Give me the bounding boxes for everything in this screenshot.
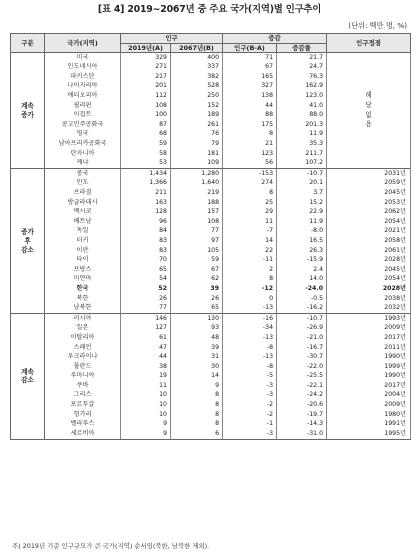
country-cell: 필리핀 <box>45 101 121 111</box>
table-title: [표 4] 2019~2067년 중 주요 국가(지역)별 인구추이 <box>97 4 322 15</box>
pop-2019-cell: 10 <box>121 391 171 401</box>
pop-2019-cell: 44 <box>121 352 171 362</box>
pop-2067-cell: 1,280 <box>171 169 223 179</box>
change-rate-cell: -26.9 <box>277 324 327 334</box>
table-row <box>11 53 411 63</box>
peak-year-cell: 2021년 <box>327 227 411 237</box>
table-row <box>11 391 411 401</box>
pop-2019-cell: 1,366 <box>121 179 171 189</box>
pop-2019-cell: 58 <box>121 149 171 159</box>
change-rate-cell: 162.9 <box>277 82 327 92</box>
pop-2019-cell: 26 <box>121 294 171 304</box>
change-abs-cell: 14 <box>223 236 277 246</box>
table-row <box>11 255 411 265</box>
change-abs-cell: 2 <box>223 265 277 275</box>
peak-year-cell: 2054년 <box>327 217 411 227</box>
pop-2019-cell: 128 <box>121 208 171 218</box>
change-rate-cell: 41.0 <box>277 101 327 111</box>
change-abs-cell: 138 <box>223 91 277 101</box>
pop-2019-cell: 146 <box>121 314 171 324</box>
change-abs-cell: -13 <box>223 333 277 343</box>
table-row <box>11 284 411 294</box>
change-abs-cell: 44 <box>223 101 277 111</box>
change-rate-cell: 20.1 <box>277 179 327 189</box>
unit-label: (단위: 백만 명, %) <box>348 21 407 30</box>
change-abs-cell: 21 <box>223 139 277 149</box>
table-row <box>11 208 411 218</box>
table-row <box>11 294 411 304</box>
pop-2067-cell: 93 <box>171 324 223 334</box>
pop-2067-cell: 181 <box>171 149 223 159</box>
peak-year-cell: 2009년 <box>327 400 411 410</box>
pop-2019-cell: 108 <box>121 101 171 111</box>
header-group: 구분 <box>11 34 45 53</box>
pop-2067-cell: 8 <box>171 410 223 420</box>
pop-2067-cell: 26 <box>171 294 223 304</box>
change-rate-cell: -15.9 <box>277 255 327 265</box>
change-rate-cell: 14.0 <box>277 275 327 285</box>
pop-2067-cell: 105 <box>171 246 223 256</box>
peak-year-cell: 2054년 <box>327 275 411 285</box>
table-row <box>11 303 411 313</box>
header-country: 국가(지역) <box>45 34 121 53</box>
pop-2067-cell: 48 <box>171 333 223 343</box>
table-row <box>11 227 411 237</box>
pop-2067-cell: 8 <box>171 391 223 401</box>
change-rate-cell: 88.0 <box>277 111 327 121</box>
pop-2019-cell: 11 <box>121 381 171 391</box>
change-rate-cell: 123.0 <box>277 91 327 101</box>
change-rate-cell: 15.2 <box>277 198 327 208</box>
change-abs-cell: -13 <box>223 352 277 362</box>
peak-year-cell: 1993년 <box>327 314 411 324</box>
table-row <box>11 275 411 285</box>
country-cell: 루마니아 <box>45 372 121 382</box>
country-cell: 케냐 <box>45 159 121 169</box>
peak-year-cell: 1991년 <box>327 420 411 430</box>
change-rate-cell: 211.7 <box>277 149 327 159</box>
peak-year-note: 해 당 없 음 <box>327 53 411 169</box>
country-cell: 그리스 <box>45 391 121 401</box>
country-cell: 미얀마 <box>45 275 121 285</box>
change-rate-cell: 107.2 <box>277 159 327 169</box>
peak-year-cell: 1990년 <box>327 372 411 382</box>
change-rate-cell: 26.3 <box>277 246 327 256</box>
change-abs-cell: 29 <box>223 208 277 218</box>
change-rate-cell: 24.7 <box>277 63 327 73</box>
change-abs-cell: -12 <box>223 284 277 294</box>
pop-2019-cell: 100 <box>121 111 171 121</box>
peak-year-cell: 1980년 <box>327 410 411 420</box>
table-row <box>11 198 411 208</box>
change-abs-cell: 123 <box>223 149 277 159</box>
pop-2019-cell: 68 <box>121 130 171 140</box>
change-abs-cell: -11 <box>223 255 277 265</box>
change-rate-cell: -21.0 <box>277 333 327 343</box>
header-population: 인구 <box>121 34 223 44</box>
country-cell: 중국 <box>45 169 121 179</box>
peak-year-cell: 2038년 <box>327 294 411 304</box>
pop-2067-cell: 30 <box>171 362 223 372</box>
table-row <box>11 324 411 334</box>
country-cell: 남북한 <box>45 303 121 313</box>
change-rate-cell: 3.7 <box>277 188 327 198</box>
change-rate-cell: -20.6 <box>277 400 327 410</box>
change-rate-cell: 2.4 <box>277 265 327 275</box>
pop-2067-cell: 8 <box>171 420 223 430</box>
pop-2067-cell: 219 <box>171 188 223 198</box>
pop-2019-cell: 83 <box>121 246 171 256</box>
group-label: 계속 감소 <box>11 314 45 440</box>
pop-2019-cell: 53 <box>121 159 171 169</box>
pop-2067-cell: 65 <box>171 303 223 313</box>
peak-year-cell: 2058년 <box>327 236 411 246</box>
peak-year-cell: 2059년 <box>327 179 411 189</box>
pop-2019-cell: 271 <box>121 63 171 73</box>
pop-2067-cell: 261 <box>171 120 223 130</box>
change-abs-cell: -153 <box>223 169 277 179</box>
peak-year-cell: 1999년 <box>327 362 411 372</box>
pop-2067-cell: 152 <box>171 101 223 111</box>
change-abs-cell: -13 <box>223 303 277 313</box>
peak-year-cell: 2053년 <box>327 198 411 208</box>
pop-2067-cell: 250 <box>171 91 223 101</box>
pop-2067-cell: 39 <box>171 343 223 353</box>
pop-2019-cell: 96 <box>121 217 171 227</box>
change-rate-cell: 11.9 <box>277 130 327 140</box>
header-pop-2019: 2019년(A) <box>121 44 171 53</box>
country-cell: 콩고민주공화국 <box>45 120 121 130</box>
pop-2067-cell: 9 <box>171 381 223 391</box>
change-abs-cell: -2 <box>223 400 277 410</box>
change-abs-cell: -1 <box>223 420 277 430</box>
peak-year-cell: 1990년 <box>327 352 411 362</box>
table-row <box>11 188 411 198</box>
change-rate-cell: -30.7 <box>277 352 327 362</box>
country-cell: 인도 <box>45 179 121 189</box>
pop-2067-cell: 6 <box>171 429 223 439</box>
country-cell: 세르비아 <box>45 429 121 439</box>
change-abs-cell: -34 <box>223 324 277 334</box>
peak-year-cell: 2011년 <box>327 343 411 353</box>
change-rate-cell: 11.9 <box>277 217 327 227</box>
country-cell: 브라질 <box>45 188 121 198</box>
country-cell: 나이지리아 <box>45 82 121 92</box>
peak-year-cell: 2045년 <box>327 188 411 198</box>
country-cell: 포르투갈 <box>45 400 121 410</box>
pop-2019-cell: 329 <box>121 53 171 63</box>
country-cell: 멕시코 <box>45 208 121 218</box>
table-body <box>11 53 411 440</box>
header-change: 증감 <box>223 34 327 44</box>
peak-year-cell: 2062년 <box>327 208 411 218</box>
pop-2019-cell: 87 <box>121 120 171 130</box>
pop-2067-cell: 189 <box>171 111 223 121</box>
table-row <box>11 314 411 324</box>
change-rate-cell: 16.5 <box>277 236 327 246</box>
change-rate-cell: -14.3 <box>277 420 327 430</box>
pop-2019-cell: 84 <box>121 227 171 237</box>
change-abs-cell: 175 <box>223 120 277 130</box>
pop-2067-cell: 8 <box>171 400 223 410</box>
peak-year-cell: 2061년 <box>327 246 411 256</box>
table-row <box>11 362 411 372</box>
peak-year-cell: 2031년 <box>327 169 411 179</box>
pop-2019-cell: 1,434 <box>121 169 171 179</box>
change-rate-cell: -24.0 <box>277 284 327 294</box>
change-abs-cell: 22 <box>223 246 277 256</box>
country-cell: 타이 <box>45 255 121 265</box>
change-rate-cell: -24.2 <box>277 391 327 401</box>
pop-2019-cell: 59 <box>121 139 171 149</box>
country-cell: 남아프리카공화국 <box>45 139 121 149</box>
change-rate-cell: -10.7 <box>277 314 327 324</box>
pop-2067-cell: 109 <box>171 159 223 169</box>
change-abs-cell: 56 <box>223 159 277 169</box>
table-row <box>11 246 411 256</box>
change-abs-cell: 8 <box>223 275 277 285</box>
pop-2067-cell: 39 <box>171 284 223 294</box>
pop-2019-cell: 10 <box>121 410 171 420</box>
country-cell: 독일 <box>45 227 121 237</box>
pop-2067-cell: 14 <box>171 372 223 382</box>
change-abs-cell: 67 <box>223 63 277 73</box>
change-rate-cell: 35.3 <box>277 139 327 149</box>
pop-2067-cell: 59 <box>171 255 223 265</box>
pop-2019-cell: 47 <box>121 343 171 353</box>
country-cell: 베트남 <box>45 217 121 227</box>
country-cell: 이란 <box>45 246 121 256</box>
change-abs-cell: 0 <box>223 294 277 304</box>
pop-2019-cell: 38 <box>121 362 171 372</box>
table-row <box>11 179 411 189</box>
pop-2067-cell: 62 <box>171 275 223 285</box>
country-cell: 미국 <box>45 53 121 63</box>
change-abs-cell: 327 <box>223 82 277 92</box>
peak-year-cell: 2017년 <box>327 381 411 391</box>
pop-2019-cell: 211 <box>121 188 171 198</box>
change-abs-cell: 71 <box>223 53 277 63</box>
country-cell: 쿠바 <box>45 381 121 391</box>
country-cell: 북한 <box>45 294 121 304</box>
pop-2019-cell: 127 <box>121 324 171 334</box>
pop-2019-cell: 65 <box>121 265 171 275</box>
country-cell: 프랑스 <box>45 265 121 275</box>
pop-2067-cell: 337 <box>171 63 223 73</box>
peak-year-cell: 2009년 <box>327 324 411 334</box>
country-cell: 러시아 <box>45 314 121 324</box>
pop-2019-cell: 201 <box>121 82 171 92</box>
change-abs-cell: 8 <box>223 130 277 140</box>
table-row <box>11 352 411 362</box>
pop-2019-cell: 77 <box>121 303 171 313</box>
change-rate-cell: -25.5 <box>277 372 327 382</box>
change-abs-cell: 11 <box>223 217 277 227</box>
pop-2019-cell: 112 <box>121 91 171 101</box>
change-rate-cell: 21.7 <box>277 53 327 63</box>
change-abs-cell: -3 <box>223 429 277 439</box>
country-cell: 한국 <box>45 284 121 294</box>
change-abs-cell: -3 <box>223 381 277 391</box>
table-row <box>11 333 411 343</box>
pop-2067-cell: 108 <box>171 217 223 227</box>
country-cell: 이탈리아 <box>45 333 121 343</box>
change-abs-cell: -5 <box>223 372 277 382</box>
change-abs-cell: -2 <box>223 410 277 420</box>
pop-2019-cell: 9 <box>121 420 171 430</box>
country-cell: 영국 <box>45 130 121 140</box>
table-row <box>11 400 411 410</box>
header-change-abs: 인구(B-A) <box>223 44 277 53</box>
peak-year-cell: 2032년 <box>327 303 411 313</box>
change-rate-cell: -19.7 <box>277 410 327 420</box>
change-abs-cell: -8 <box>223 343 277 353</box>
header-pop-2067: 2067년(B) <box>171 44 223 53</box>
header-peak-year: 인구정점 <box>327 34 411 53</box>
country-cell: 인도네시아 <box>45 63 121 73</box>
change-rate-cell: -31.0 <box>277 429 327 439</box>
table-row <box>11 420 411 430</box>
change-rate-cell: -22.1 <box>277 381 327 391</box>
pop-2067-cell: 77 <box>171 227 223 237</box>
pop-2067-cell: 67 <box>171 265 223 275</box>
change-abs-cell: 88 <box>223 111 277 121</box>
country-cell: 터키 <box>45 236 121 246</box>
change-abs-cell: 8 <box>223 188 277 198</box>
pop-2067-cell: 76 <box>171 130 223 140</box>
change-abs-cell: -3 <box>223 391 277 401</box>
pop-2019-cell: 19 <box>121 372 171 382</box>
pop-2067-cell: 79 <box>171 139 223 149</box>
peak-year-cell: 2045년 <box>327 265 411 275</box>
country-cell: 탄자니아 <box>45 149 121 159</box>
change-rate-cell: 76.3 <box>277 72 327 82</box>
change-rate-cell: -16.7 <box>277 343 327 353</box>
pop-2019-cell: 9 <box>121 429 171 439</box>
peak-year-cell: 2004년 <box>327 391 411 401</box>
pop-2067-cell: 31 <box>171 352 223 362</box>
pop-2067-cell: 97 <box>171 236 223 246</box>
peak-year-cell: 1995년 <box>327 429 411 439</box>
change-rate-cell: -16.2 <box>277 303 327 313</box>
pop-2019-cell: 163 <box>121 198 171 208</box>
country-cell: 방글라데시 <box>45 198 121 208</box>
peak-year-cell: 2017년 <box>327 333 411 343</box>
country-cell: 이집트 <box>45 111 121 121</box>
change-abs-cell: 25 <box>223 198 277 208</box>
change-rate-cell: -8.0 <box>277 227 327 237</box>
change-rate-cell: -10.7 <box>277 169 327 179</box>
change-abs-cell: -7 <box>223 227 277 237</box>
pop-2067-cell: 130 <box>171 314 223 324</box>
pop-2067-cell: 188 <box>171 198 223 208</box>
table-row <box>11 265 411 275</box>
pop-2019-cell: 217 <box>121 72 171 82</box>
table-row <box>11 217 411 227</box>
country-cell: 벨라루스 <box>45 420 121 430</box>
pop-2067-cell: 382 <box>171 72 223 82</box>
peak-year-cell: 2028년 <box>327 255 411 265</box>
group-label: 계속 증가 <box>11 53 45 169</box>
country-cell: 일본 <box>45 324 121 334</box>
change-abs-cell: 274 <box>223 179 277 189</box>
country-cell: 헝가리 <box>45 410 121 420</box>
change-rate-cell: -0.5 <box>277 294 327 304</box>
table-row <box>11 429 411 439</box>
footnote: 주) 2019년 기준 인구규모가 큰 국가(지역) 순서임(북한, 남북한 제외). <box>12 542 210 550</box>
group-label: 증가 후 감소 <box>11 169 45 314</box>
pop-2019-cell: 54 <box>121 275 171 285</box>
change-abs-cell: -8 <box>223 362 277 372</box>
table-row <box>11 169 411 179</box>
pop-2019-cell: 52 <box>121 284 171 294</box>
pop-2019-cell: 70 <box>121 255 171 265</box>
peak-year-cell: 2028년 <box>327 284 411 294</box>
change-rate-cell: 201.3 <box>277 120 327 130</box>
table-row <box>11 372 411 382</box>
country-cell: 우크라이나 <box>45 352 121 362</box>
pop-2019-cell: 61 <box>121 333 171 343</box>
pop-2067-cell: 528 <box>171 82 223 92</box>
table-row <box>11 410 411 420</box>
pop-2067-cell: 157 <box>171 208 223 218</box>
pop-2067-cell: 1,640 <box>171 179 223 189</box>
change-abs-cell: 165 <box>223 72 277 82</box>
pop-2019-cell: 10 <box>121 400 171 410</box>
population-table <box>10 33 411 440</box>
country-cell: 파키스탄 <box>45 72 121 82</box>
pop-2019-cell: 83 <box>121 236 171 246</box>
change-abs-cell: -16 <box>223 314 277 324</box>
table-row <box>11 236 411 246</box>
table-row <box>11 343 411 353</box>
change-rate-cell: 22.9 <box>277 208 327 218</box>
country-cell: 에티오피아 <box>45 91 121 101</box>
pop-2067-cell: 400 <box>171 53 223 63</box>
country-cell: 폴란드 <box>45 362 121 372</box>
header-change-rate: 증감률 <box>277 44 327 53</box>
table-row <box>11 381 411 391</box>
country-cell: 스페인 <box>45 343 121 353</box>
change-rate-cell: -22.0 <box>277 362 327 372</box>
